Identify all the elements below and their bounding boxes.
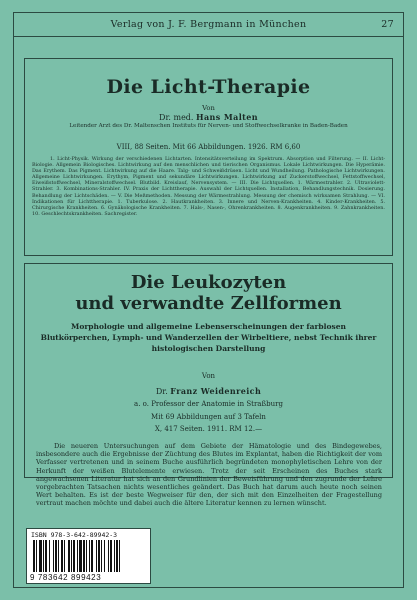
book2-author	[0, 386, 417, 396]
book2-author-name: Franz Weidenreich	[170, 386, 262, 396]
book2-author-prefix: Dr.	[155, 387, 168, 396]
book2-illustrations: Mit 69 Abbildungen auf 3 Tafeln	[151, 413, 266, 421]
publisher-line: Verlag von J. F. Bergmann in München	[110, 19, 307, 30]
book2-subtitle: Morphologie und allgemeine Lebenserscheinungen der farblosen Blutkörperchen, Lymph- und Wanderzellen der Wirbeltiere, nebst Technik ihrer histologischen Darstellung	[40, 322, 377, 353]
book1-von: Von	[202, 104, 215, 112]
isbn-text: ISBN 978-3-642-89942-3	[31, 531, 118, 539]
book2-affiliation: a. o. Professor der Anatomie in Straßburg	[134, 400, 283, 408]
book1-author	[0, 112, 417, 122]
barcode-digits: 9 783642 899423	[30, 573, 102, 582]
isbn-barcode-label	[26, 528, 151, 584]
book1-contents: 1. Licht-Physik. Wirkung der verschiedenen Lichtarten. Intensitätsverteilung im Spektrum. Absorption und Filterung. — II. Licht-Biologie. Allgemein Biologisches. Lichtwirkung auf den menschlichen und tierischen Organismus. Lokale Lichtwirkungen. Die Hyperämie. Das Erythem. Das Pigment. Lichtwirkung auf die Haare. Talg- und Schweißdrüsen. Licht und Wundheilung. Pathologische Lichtwirkungen. Allgemeine Lichtwirkungen. Erythym, Pigment und sekundäre Lichtwirkungen. Lichtwirkung auf Zuckerstoffwechsel, Fettstoffwechsel, Eiweißstoffwechsel, Mineralstoffwechsel. Blutbild. Kreislauf, Nervensystem. — III. Die Lichtquellen. 1. Wärmestrahler. 2. Ultraviolett-Strahler. 3. Kombinations-Strahler. IV. Praxis der Lichttherapie. Auswahl der Lichtquellen. Installation, Behandlungstechnik. Dosierung. Behandlung der Lichtschäden. — V. Die Meßmethoden. Messung der Wärmestrahlung. Messung der chemisch wirksamen Strahlung. — VI. Indikationen für Lichttherapie. 1. Tuberkulose. 2. Hautkrankheiten. 3. Innere und Nerven-Krankheiten. 4. Kinder-Krankheiten. 5. Chirurgische Krankheiten. 6. Gynäkologische Krankheiten. 7. Hals-, Nasen-, Ohrenkrankheiten. 8. Augenkrankheiten. 9. Zahnkrankheiten. 10. Geschlechtskrankheiten. Sachregister.	[32, 156, 385, 217]
book2-title	[0, 272, 417, 314]
book2-title-line2: und verwandte Zellformen	[75, 293, 342, 314]
publisher-header	[13, 12, 404, 37]
book1-affiliation: Leitender Arzt des Dr. Maltenschen Instituts für Nerven- und Stoffwechselkranke in Baden-Baden	[69, 123, 348, 129]
book2-title-line1: Die Leukozyten	[130, 272, 287, 293]
book1-author-prefix: Dr. med.	[159, 113, 194, 122]
book1-title: Die Licht-Therapie	[106, 76, 311, 98]
barcode-icon	[33, 540, 146, 572]
book1-meta: VIII, 88 Seiten. Mit 66 Abbildungen. 1926. RM 6,60	[116, 143, 301, 151]
page-number: 27	[381, 19, 394, 30]
book1-author-name: Hans Malten	[196, 112, 258, 122]
book2-description: Die neueren Untersuchungen auf dem Gebiete der Hämatologie und des Bindegewebes, insbesondere auch die Ergebnisse der Züchtung des Blutes im Explantat, haben die Richtigkeit der vom Verfasser vertretenen und in seinem Buche ausführlich begründeten monophyletischen Lehre von der Herkunft der weißen Blutelemente erwiesen. Trotz der seit Erscheinen des Buches stark angewachsenen Literatur hat sich an den Grundlinien der Beweisführung und den zugrunde der Lehre vorgebrachten Tatsachen nichts wesentliches geändert. Das Buch hat darum auch heute noch seinen Wert behalten. Es ist der beste Wegweiser für den, der sich mit den Einzelheiten der Fragestellung vertraut machen möchte und dabei auch die ältere Literatur kennen zu lernen wünscht.	[36, 442, 382, 508]
book2-von: Von	[201, 372, 216, 380]
book2-meta: X, 417 Seiten. 1911. RM 12.—	[154, 425, 263, 433]
